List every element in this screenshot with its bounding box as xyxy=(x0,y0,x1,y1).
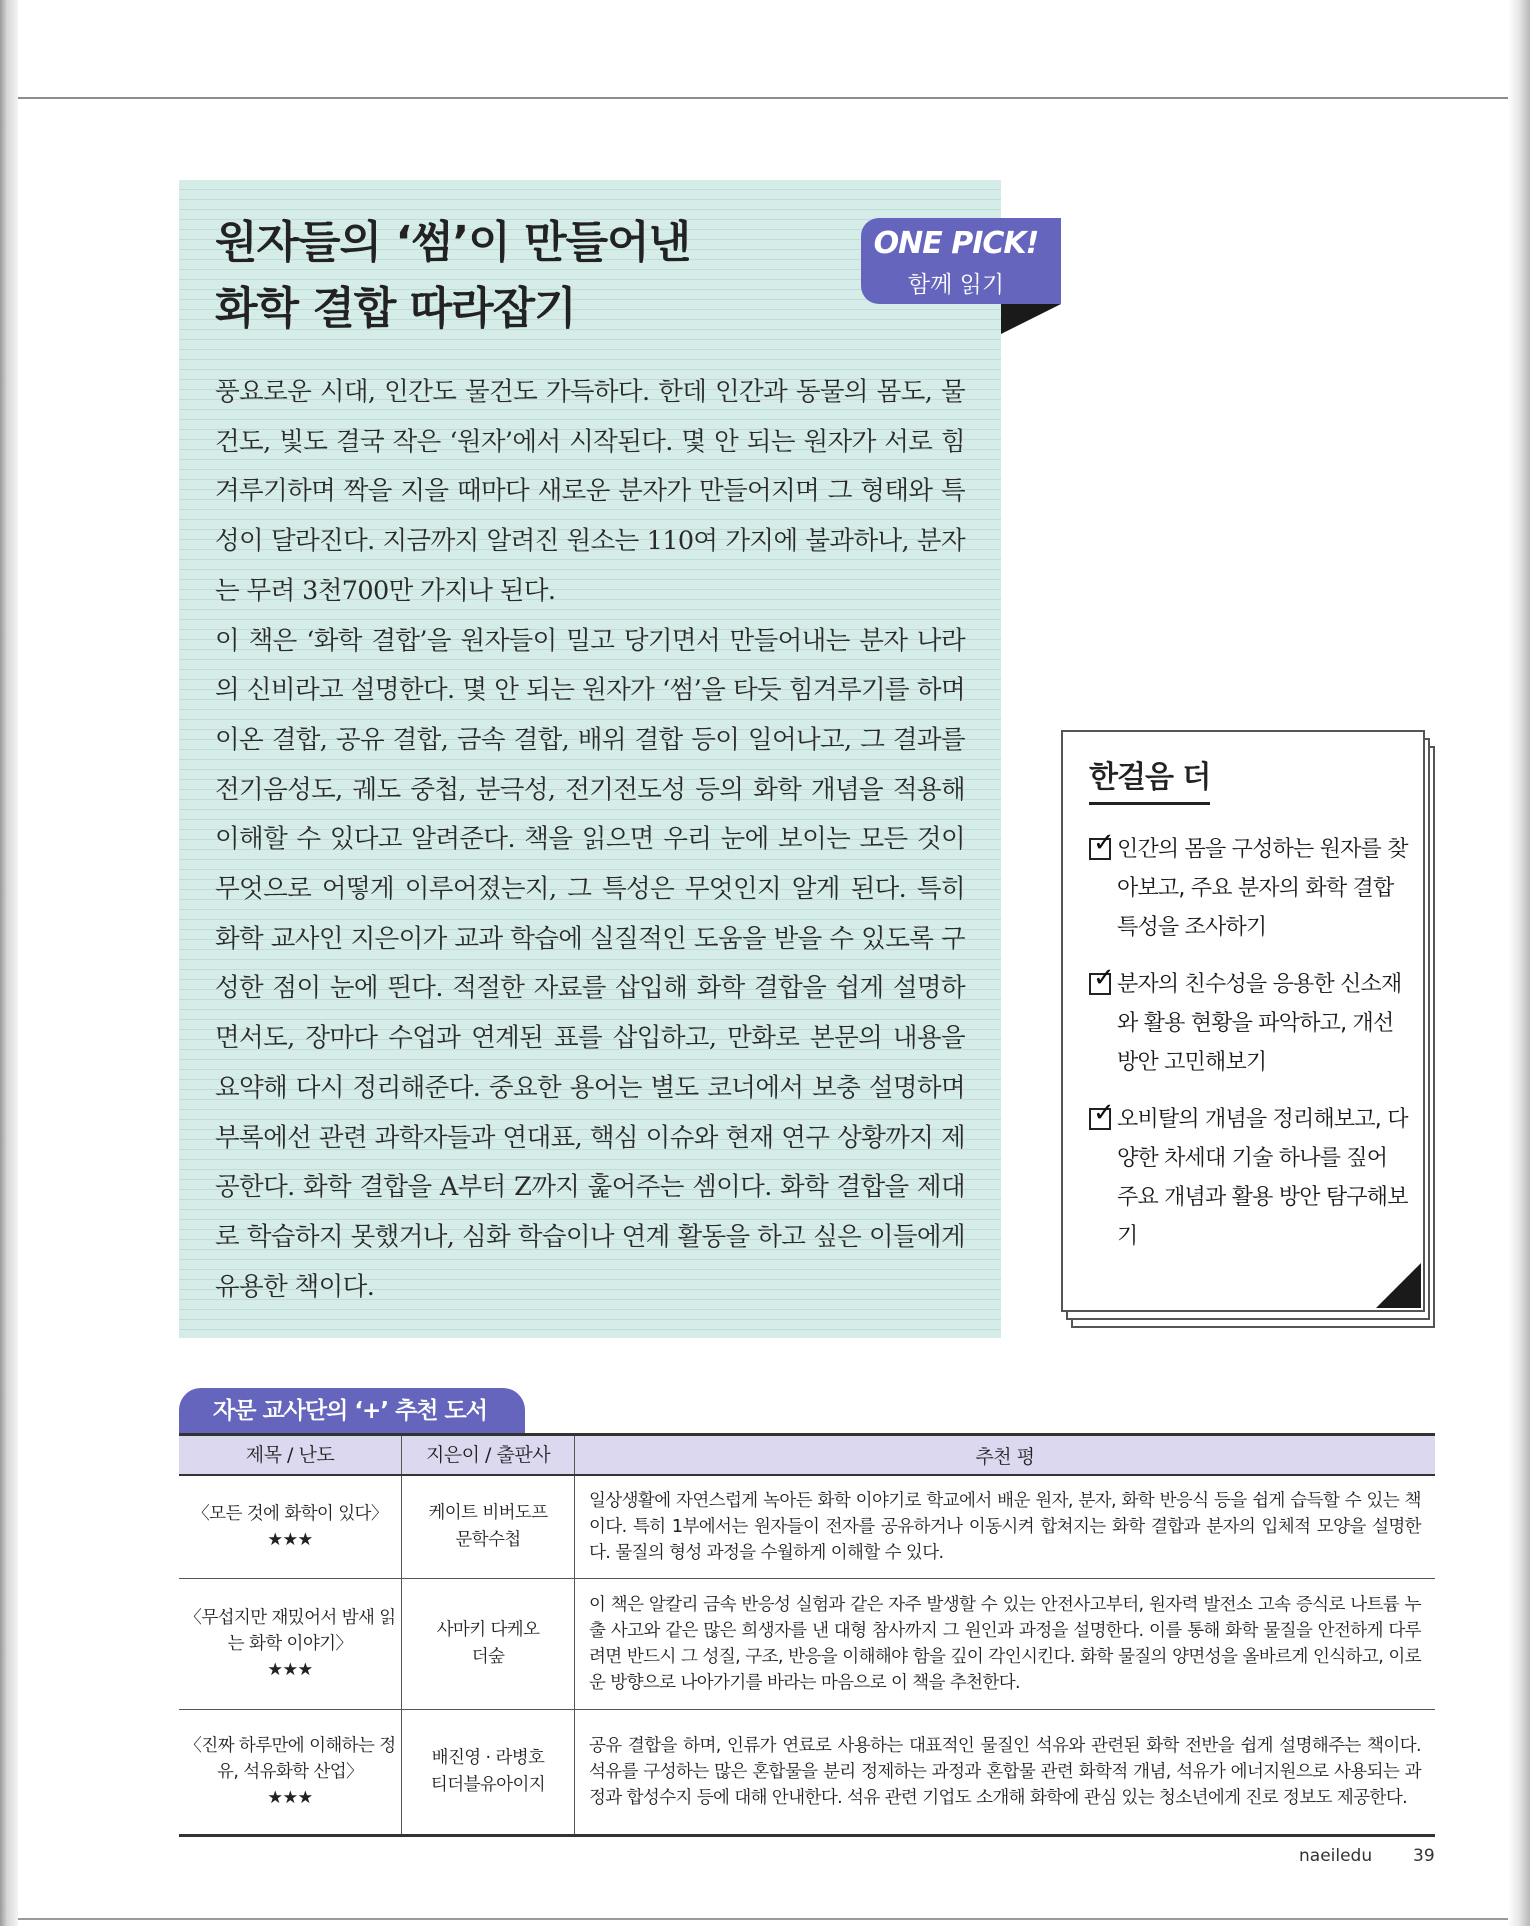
book-title: 〈무섭지만 재밌어서 밤새 읽는 화학 이야기〉 xyxy=(184,1608,396,1654)
header-review: 추천 평 xyxy=(575,1435,1436,1476)
one-pick-badge xyxy=(861,218,1061,304)
note-title: 한걸음 더 xyxy=(1089,752,1210,805)
book-title-cell xyxy=(179,1579,402,1710)
badge-subtitle: 함께 읽기 xyxy=(907,272,1005,298)
note-item-text: 분자의 친수성을 응용한 신소재와 활용 현황을 파악하고, 개선 방안 고민해보기 xyxy=(1117,972,1402,1075)
header-author-publisher: 지은이 / 출판사 xyxy=(402,1435,575,1476)
book-title-cell xyxy=(179,1475,402,1579)
note-item-text: 오비탈의 개념을 정리해보고, 다양한 차세대 기술 하나를 짚어 주요 개념과 활용 방안 탐구해보기 xyxy=(1117,1107,1408,1249)
book-author: 배진영 · 라병호 xyxy=(431,1748,545,1768)
book-review: 이 책은 알칼리 금속 반응성 실험과 같은 자주 발생할 수 있는 안전사고부터, 원자력 발전소 고속 증식로 나트륨 누출 사고와 같은 많은 희생자를 낸 대형 참사까지 그 원인과 과정을 설명한다. 이를 통해 화학 물질을 안전하게 다루려면 반드시 그 성질, 구조, 반응을 이해해야 함을 깊이 각인시킨다. 화학 물질의 양면성을 올바르게 인식하고, 이로운 방향으로 나아가기를 바라는 마음으로 이 책을 추천한다. xyxy=(575,1579,1436,1710)
table-row xyxy=(179,1579,1435,1710)
review-paragraph-1: 풍요로운 시대, 인간도 물건도 가득하다. 한데 인간과 동물의 몸도, 물건도, 빛도 결국 작은 ‘원자’에서 시작된다. 몇 안 되는 원자가 서로 힘겨루기하며 짝을 지을 때마다 새로운 분자가 만들어지며 그 형태와 특성이 달라진다. 지금까지 알려진 원소는 110여 가지에 불과하나, 분자는 무려 3천700만 가지나 된다. xyxy=(215,377,965,606)
review-title-line1: 원자들의 ‘썸’이 만들어낸 xyxy=(215,217,691,268)
book-review: 공유 결합을 하며, 인류가 연료로 사용하는 대표적인 물질인 석유와 관련된 화학 전반을 쉽게 설명해주는 책이다. 석유를 구성하는 많은 혼합물을 분리 정제하는 과정과 혼합물 관련 화학적 개념, 석유가 에너지원으로 사용되는 과정과 합성수지 등에 대해 안내한다. 석유 관련 기업도 소개해 화학에 관심 있는 청소년에게 진로 정보도 제공한다. xyxy=(575,1710,1436,1836)
table-row xyxy=(179,1710,1435,1836)
note-front-sheet xyxy=(1061,730,1425,1312)
recommend-tab-label: 자문 교사단의 ‘+’ 추천 도서 xyxy=(179,1388,525,1434)
author-cell xyxy=(402,1710,575,1836)
review-title xyxy=(215,210,775,342)
page-top-rule xyxy=(18,97,1508,99)
checkmark-icon: ✓ xyxy=(1093,828,1115,858)
page-number: 39 xyxy=(1413,1846,1435,1866)
book-title-cell xyxy=(179,1710,402,1836)
footer-brand: naeiledu xyxy=(1299,1846,1373,1866)
book-author: 사마키 다케오 xyxy=(436,1620,540,1640)
badge-fold-shadow xyxy=(1001,304,1061,334)
recommend-table xyxy=(179,1433,1435,1837)
difficulty-stars: ★★★ xyxy=(267,1660,313,1680)
table-header-row xyxy=(179,1435,1435,1476)
note-checklist xyxy=(1089,830,1409,1274)
note-item-text: 인간의 몸을 구성하는 원자를 찾아보고, 주요 분자의 화학 결합 특성을 조사하기 xyxy=(1117,837,1408,940)
checkmark-icon: ✓ xyxy=(1093,1098,1115,1128)
checkbox-icon xyxy=(1089,1098,1115,1130)
checkbox-icon xyxy=(1089,963,1115,995)
book-author: 케이트 비버도프 xyxy=(428,1503,548,1523)
author-cell xyxy=(402,1579,575,1710)
review-body xyxy=(215,368,965,1312)
review-paragraph-2: 이 책은 ‘화학 결합’을 원자들이 밀고 당기면서 만들어내는 분자 나라의 신비라고 설명한다. 몇 안 되는 원자가 ‘썸’을 타듯 힘겨루기를 하며 이온 결합, 공유 결합, 금속 결합, 배위 결합 등이 일어나고, 그 결과를 전기음성도, 궤도 중첩, 분극성, 전기전도성 등의 화학 개념을 적용해 이해할 수 있다고 알려준다. 책을 읽으면 우리 눈에 보이는 모든 것이 무엇으로 어떻게 이루어졌는지, 그 특성은 무엇인지 알게 된다. 특히 화학 교사인 지은이가 교과 학습에 실질적인 도움을 받을 수 있도록 구성한 점이 눈에 띈다. 적절한 자료를 삽입해 화학 결합을 쉽게 설명하면서도, 장마다 수업과 연계된 표를 삽입하고, 만화로 본문의 내용을 요약해 다시 정리해준다. 중요한 용어는 별도 코너에서 보충 설명하며 부록에선 관련 과학자들과 연대표, 핵심 이슈와 현재 연구 상황까지 제공한다. 화학 결합을 A부터 Z까지 훑어주는 셈이다. 화학 결합을 제대로 학습하지 못했거나, 심화 학습이나 연계 활동을 하고 싶은 이들에게 유용한 책이다. xyxy=(215,625,965,1302)
checkmark-icon: ✓ xyxy=(1093,963,1115,993)
difficulty-stars: ★★★ xyxy=(267,1788,313,1808)
book-publisher: 티더블유아이지 xyxy=(430,1775,546,1795)
book-publisher: 더숲 xyxy=(471,1647,505,1667)
book-review-panel xyxy=(179,180,1001,1338)
header-title-difficulty: 제목 / 난도 xyxy=(179,1435,402,1476)
book-publisher: 문학수첩 xyxy=(455,1530,521,1550)
page-bottom-rule xyxy=(18,1918,1508,1920)
review-title-line2: 화학 결합 따라잡기 xyxy=(215,283,576,334)
book-review: 일상생활에 자연스럽게 녹아든 화학 이야기로 학교에서 배운 원자, 분자, 화학 반응식 등을 쉽게 습득할 수 있는 책이다. 특히 1부에서는 원자들이 전자를 공유하거나 이동시켜 합쳐지는 화학 결합과 분자의 입체적 모양을 설명한다. 물질의 형성 과정을 수월하게 이해할 수 있다. xyxy=(575,1475,1436,1579)
badge-title: ONE PICK! xyxy=(873,226,1039,261)
checkbox-icon xyxy=(1089,828,1115,860)
note-checklist-item xyxy=(1089,830,1409,947)
page-spine-shadow xyxy=(0,0,18,1926)
book-title: 〈모든 것에 화학이 있다〉 xyxy=(192,1504,388,1524)
page-edge-shadow xyxy=(1508,0,1530,1926)
note-corner-fold xyxy=(1376,1263,1421,1308)
note-checklist-item xyxy=(1089,965,1409,1082)
table-row xyxy=(179,1475,1435,1579)
book-title: 〈진짜 하루만에 이해하는 정유, 석유화학 산업〉 xyxy=(184,1736,396,1782)
author-cell xyxy=(402,1475,575,1579)
note-checklist-item xyxy=(1089,1100,1409,1256)
difficulty-stars: ★★★ xyxy=(267,1530,313,1550)
